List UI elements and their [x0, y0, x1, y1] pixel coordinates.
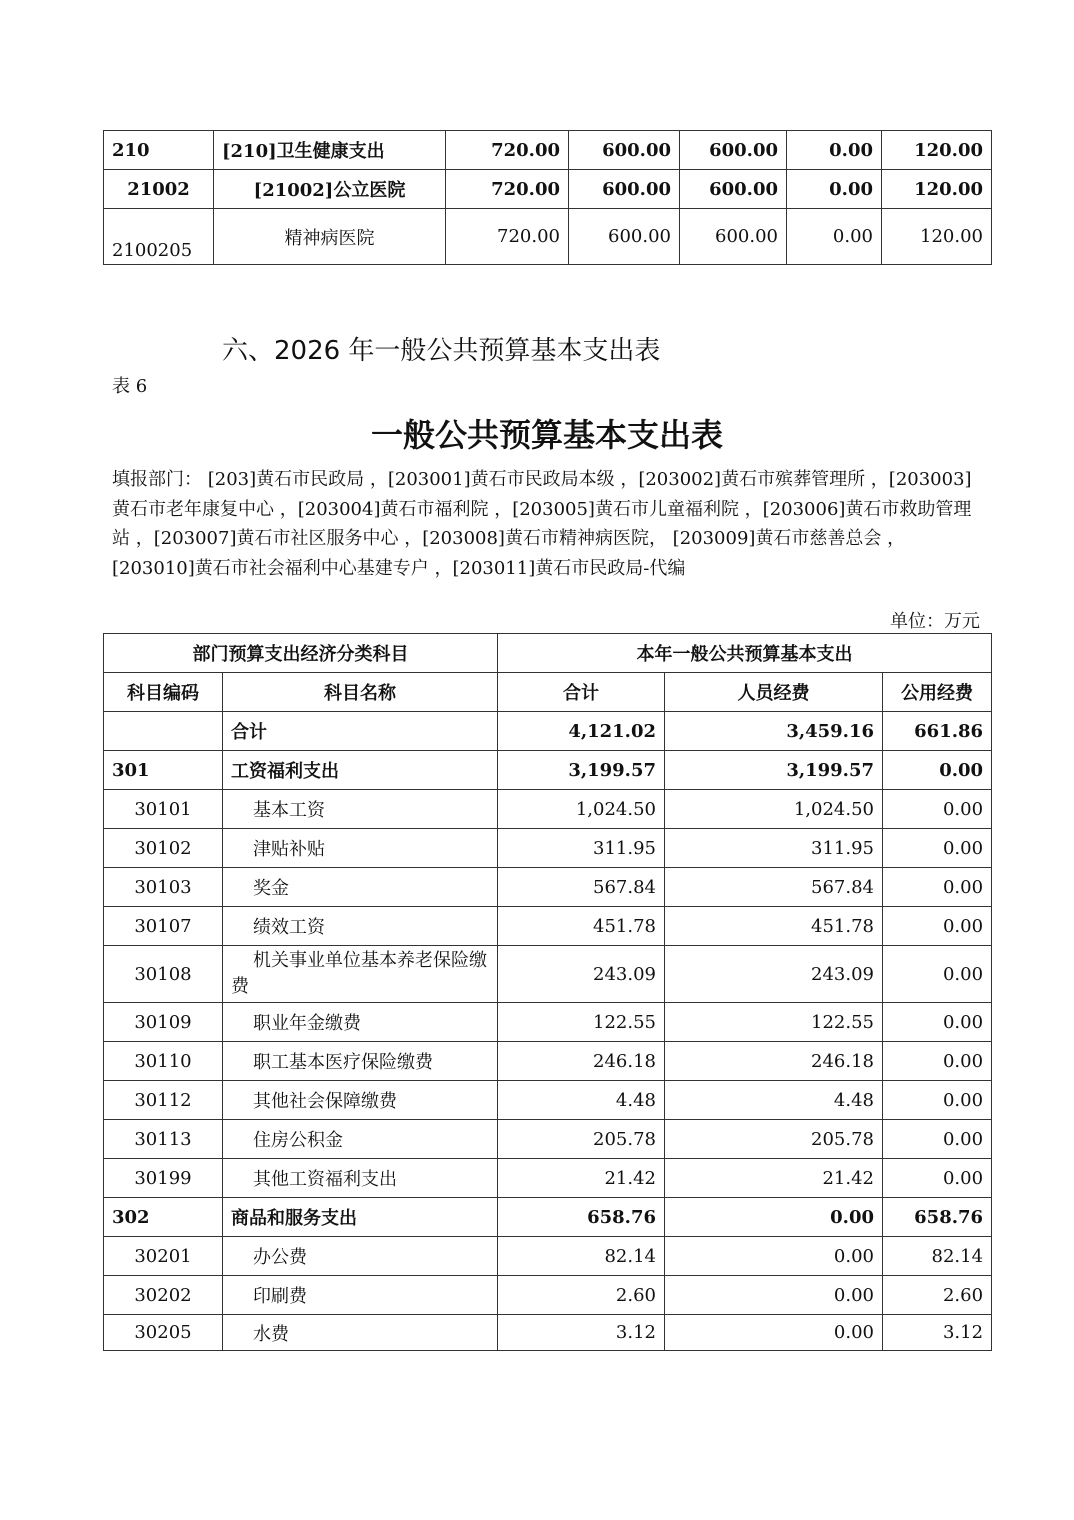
- table-cell: 水费: [223, 1315, 498, 1351]
- table-cell: 120.00: [882, 131, 992, 170]
- table-cell: 451.78: [498, 907, 665, 946]
- table-cell: [104, 712, 223, 751]
- table-cell: 82.14: [883, 1237, 992, 1276]
- table-cell: 0.00: [665, 1198, 883, 1237]
- table-cell: 120.00: [882, 170, 992, 209]
- table-cell: 奖金: [223, 868, 498, 907]
- table-cell: 600.00: [680, 209, 787, 265]
- table-cell: 30113: [104, 1120, 223, 1159]
- table-cell: 205.78: [498, 1120, 665, 1159]
- table-row: [104, 170, 992, 209]
- table-cell: 210: [104, 131, 214, 170]
- table-row: [104, 712, 992, 751]
- table-cell: 合计: [223, 712, 498, 751]
- table-cell: 职业年金缴费: [223, 1003, 498, 1042]
- table-cell: 2.60: [498, 1276, 665, 1315]
- table-cell: 302: [104, 1198, 223, 1237]
- table-cell: 122.55: [665, 1003, 883, 1042]
- table-row: [104, 1237, 992, 1276]
- table-cell: 职工基本医疗保险缴费: [223, 1042, 498, 1081]
- table-cell: 720.00: [446, 170, 569, 209]
- table-cell: 3.12: [883, 1315, 992, 1351]
- table-cell: 0.00: [883, 829, 992, 868]
- table-cell: 0.00: [883, 1003, 992, 1042]
- table-cell: 720.00: [446, 209, 569, 265]
- table-cell: 122.55: [498, 1003, 665, 1042]
- main-table: [103, 633, 992, 1351]
- table-cell: 住房公积金: [223, 1120, 498, 1159]
- table-cell: 600.00: [680, 131, 787, 170]
- table-cell: 246.18: [665, 1042, 883, 1081]
- table-cell: 600.00: [569, 209, 680, 265]
- table-cell: 451.78: [665, 907, 883, 946]
- table-row: [104, 1081, 992, 1120]
- table-cell: 600.00: [569, 131, 680, 170]
- table-cell: 3,199.57: [665, 751, 883, 790]
- table-row: [104, 751, 992, 790]
- table-cell: 205.78: [665, 1120, 883, 1159]
- section-heading: 六、2026 年一般公共预算基本支出表: [222, 336, 661, 366]
- table-row: [104, 907, 992, 946]
- table-row: [104, 1042, 992, 1081]
- table-cell: 30107: [104, 907, 223, 946]
- table-cell: 600.00: [569, 170, 680, 209]
- table-cell: 其他社会保障缴费: [223, 1081, 498, 1120]
- table-row: [104, 1276, 992, 1315]
- table-cell: 30112: [104, 1081, 223, 1120]
- table-row: [104, 1159, 992, 1198]
- table-cell: 4.48: [665, 1081, 883, 1120]
- table-cell: 印刷费: [223, 1276, 498, 1315]
- table-cell: 720.00: [446, 131, 569, 170]
- table-cell: 30108: [104, 946, 223, 1003]
- table-cell: 0.00: [787, 209, 882, 265]
- table-cell: 1,024.50: [498, 790, 665, 829]
- table-cell: 4,121.02: [498, 712, 665, 751]
- table-cell: 3,459.16: [665, 712, 883, 751]
- group-header: 本年一般公共预算基本支出: [498, 634, 992, 673]
- table-cell: 30201: [104, 1237, 223, 1276]
- table-cell: 机关事业单位基本养老保险缴费: [223, 946, 498, 1003]
- column-header: 合计: [498, 673, 665, 712]
- table-cell: 0.00: [883, 751, 992, 790]
- table-cell: 0.00: [883, 1120, 992, 1159]
- table-row: [104, 131, 992, 170]
- table-cell: 2100205: [104, 209, 214, 265]
- top-table: [103, 130, 992, 265]
- table-cell: [210]卫生健康支出: [214, 131, 446, 170]
- table-cell: 0.00: [883, 1042, 992, 1081]
- column-header: 公用经费: [883, 673, 992, 712]
- header-row: [104, 673, 992, 712]
- table-cell: 567.84: [498, 868, 665, 907]
- table-number: 表 6: [112, 376, 148, 397]
- table-cell: 0.00: [883, 1159, 992, 1198]
- table-cell: 21.42: [498, 1159, 665, 1198]
- filler-department: 填报部门： [203]黄石市民政局 ，[203001]黄石市民政局本级 ，[203002]黄石市殡葬管理所 ，[203003]黄石市老年康复中心 ，[203004]黄石市福利院 ，[203005]黄石市儿童福利院 ，[203006]黄石市救助管理站 ，[203007]黄石市社区服务中心 ，[203008]黄石市精神病医院， [203009]黄石市慈善总会 ，[203010]黄石市社会福利中心基建专户 ，[203011]黄石市民政局-代编: [112, 469, 972, 579]
- table-cell: 21.42: [665, 1159, 883, 1198]
- table-cell: 精神病医院: [214, 209, 446, 265]
- table-cell: 工资福利支出: [223, 751, 498, 790]
- table-cell: 0.00: [665, 1315, 883, 1351]
- table-cell: 30103: [104, 868, 223, 907]
- table-row: [104, 1198, 992, 1237]
- table-cell: 基本工资: [223, 790, 498, 829]
- unit-label: 单位：万元: [890, 611, 980, 632]
- table-cell: 2.60: [883, 1276, 992, 1315]
- table-cell: 30202: [104, 1276, 223, 1315]
- table-row: [104, 946, 992, 1003]
- table-cell: 243.09: [665, 946, 883, 1003]
- table-row: [104, 1315, 992, 1351]
- column-header: 科目名称: [223, 673, 498, 712]
- table-cell: 绩效工资: [223, 907, 498, 946]
- table-cell: 30109: [104, 1003, 223, 1042]
- table-cell: 0.00: [665, 1237, 883, 1276]
- table-cell: 301: [104, 751, 223, 790]
- group-header-row: [104, 634, 992, 673]
- table-cell: 0.00: [665, 1276, 883, 1315]
- table-cell: 0.00: [787, 170, 882, 209]
- column-header: 科目编码: [104, 673, 223, 712]
- table-cell: 津贴补贴: [223, 829, 498, 868]
- table-cell: 0.00: [883, 946, 992, 1003]
- table-cell: 567.84: [665, 868, 883, 907]
- table-cell: 0.00: [883, 907, 992, 946]
- table-cell: 246.18: [498, 1042, 665, 1081]
- table-cell: 0.00: [883, 1081, 992, 1120]
- table-cell: 1,024.50: [665, 790, 883, 829]
- column-header: 人员经费: [665, 673, 883, 712]
- table-cell: 311.95: [498, 829, 665, 868]
- table-cell: 3.12: [498, 1315, 665, 1351]
- table-cell: 0.00: [883, 868, 992, 907]
- table-row: [104, 829, 992, 868]
- table-row: [104, 790, 992, 829]
- table-cell: 0.00: [787, 131, 882, 170]
- table-cell: 3,199.57: [498, 751, 665, 790]
- table-cell: 658.76: [883, 1198, 992, 1237]
- table-cell: [21002]公立医院: [214, 170, 446, 209]
- table-cell: 30101: [104, 790, 223, 829]
- table-cell: 0.00: [883, 790, 992, 829]
- table-cell: 30205: [104, 1315, 223, 1351]
- table-row: [104, 868, 992, 907]
- table-cell: 243.09: [498, 946, 665, 1003]
- table-cell: 其他工资福利支出: [223, 1159, 498, 1198]
- table-cell: 82.14: [498, 1237, 665, 1276]
- table-cell: 30102: [104, 829, 223, 868]
- group-header: 部门预算支出经济分类科目: [104, 634, 498, 673]
- table-row: [104, 1003, 992, 1042]
- table-title: 一般公共预算基本支出表: [370, 416, 723, 454]
- table-cell: 311.95: [665, 829, 883, 868]
- table-cell: 办公费: [223, 1237, 498, 1276]
- table-cell: 658.76: [498, 1198, 665, 1237]
- table-cell: 4.48: [498, 1081, 665, 1120]
- table-cell: 商品和服务支出: [223, 1198, 498, 1237]
- table-cell: 600.00: [680, 170, 787, 209]
- table-row: [104, 209, 992, 265]
- table-cell: 120.00: [882, 209, 992, 265]
- table-row: [104, 1120, 992, 1159]
- table-cell: 30199: [104, 1159, 223, 1198]
- table-cell: 30110: [104, 1042, 223, 1081]
- table-cell: 661.86: [883, 712, 992, 751]
- table-cell: 21002: [104, 170, 214, 209]
